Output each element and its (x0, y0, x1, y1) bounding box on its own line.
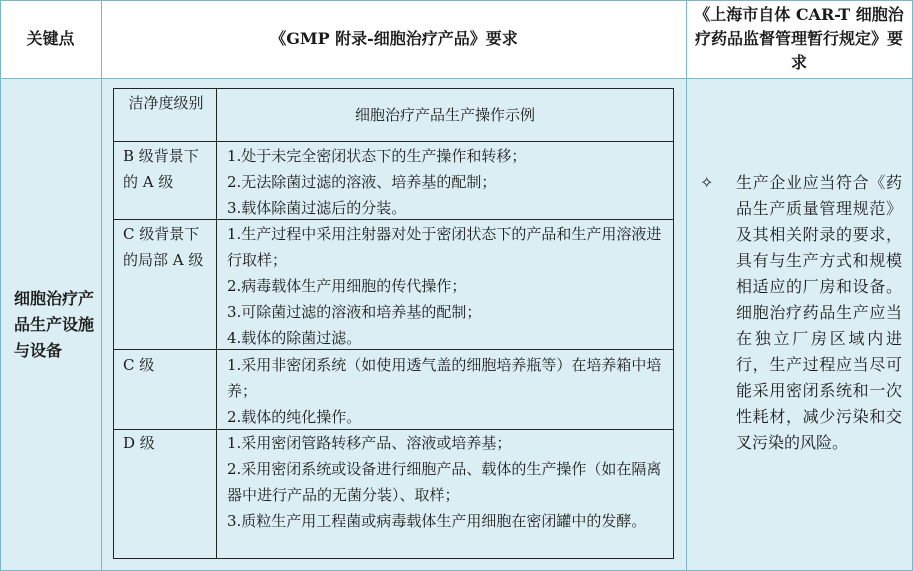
header-keypoint-label: 关键点 (26, 29, 75, 48)
header-shanghai-label: 《上海市自体 CAR-T 细胞治疗药品监督管理暂行规定》要求 (694, 5, 904, 72)
keypoint-cell (0, 79, 101, 571)
row-2-item-3: 3.可除菌过滤的溶液和培养基的配制； (227, 303, 482, 321)
row-4-examples (227, 430, 667, 534)
column-divider-2 (686, 0, 687, 571)
diamond-bullet-icon: ✧ (700, 173, 714, 192)
grade-c-background-local-a: C 级背景下的局部 A 级 (123, 225, 204, 269)
header-gmp-label: 《GMP 附录-细胞治疗产品》要求 (270, 29, 518, 48)
row-1-item-3: 3.载体除菌过滤后的分装。 (227, 199, 407, 217)
row-3-examples (227, 352, 667, 430)
inner-row-divider-1 (114, 141, 673, 142)
keypoint-text: 细胞治疗产品生产设施与设备 (14, 289, 95, 360)
row-4-item-3: 3.质粒生产用工程菌或病毒载体生产用细胞在密闭罐中的发酵。 (227, 512, 647, 530)
row-1-item-2: 2.无法除菌过滤的溶液、培养基的配制； (227, 173, 497, 191)
shanghai-requirement-text: 生产企业应当符合《药品生产质量管理规范》及其相关附录的要求，具有与生产方式和规模相适应的厂房和设备。细胞治疗药品生产应当在独立厂房区域内进行，生产过程应当尽可能采用密闭系统和一次性耗材，减少污染和交叉污染的风险。 (736, 173, 902, 452)
row-2-item-1: 1.生产过程中采用注射器对处于密闭状态下的产品和生产用溶液进行取样； (227, 225, 662, 269)
row-2-item-4: 4.载体的除菌过滤。 (227, 329, 362, 347)
grade-c: C 级 (123, 356, 155, 374)
grade-b-background-a: B 级背景下的 A 级 (123, 147, 199, 191)
inner-column-divider (216, 89, 217, 558)
row-4-item-1: 1.采用密闭管路转移产品、溶液或培养基； (227, 434, 512, 452)
row-1-examples (227, 143, 667, 221)
column-divider-1 (101, 0, 102, 571)
row-1-item-1: 1.处于未完全密闭状态下的生产操作和转移； (227, 147, 527, 165)
inner-header-example: 细胞治疗产品生产操作示例 (354, 106, 535, 124)
header-divider (0, 78, 913, 79)
row-3-item-2: 2.载体的纯化操作。 (227, 408, 362, 426)
row-3-item-1: 1.采用非密闭系统（如使用透气盖的细胞培养瓶等）在培养箱中培养； (227, 356, 662, 400)
row-4-item-2: 2.采用密闭系统或设备进行细胞产品、载体的生产操作（如在隔离器中进行产品的无菌分装）、取样； (227, 460, 662, 504)
row-2-item-2: 2.病毒载体生产用细胞的传代操作； (227, 277, 467, 295)
inner-header-grade: 洁净度级别 (128, 94, 204, 112)
row-2-examples (227, 221, 667, 351)
grade-d: D 级 (123, 434, 155, 452)
